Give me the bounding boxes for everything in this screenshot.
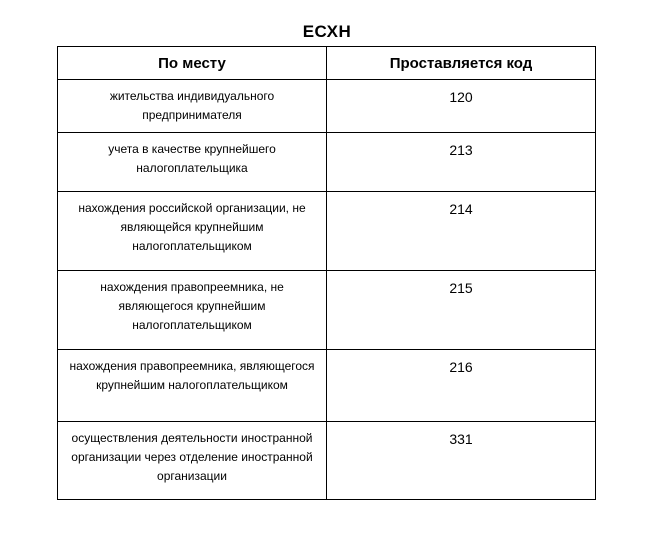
place-cell: осуществления деятельности иностранной организации через отделение иностранной организации (58, 422, 327, 500)
table-row (58, 271, 596, 350)
page-title: ЕСХН (302, 22, 352, 41)
column-header-place: По месту (58, 47, 327, 80)
code-cell: 331 (327, 422, 596, 500)
place-cell: жительства индивидуального предпринимателя (58, 80, 327, 133)
table-row (58, 192, 596, 271)
table-row (58, 350, 596, 422)
table-row (58, 133, 596, 192)
codes-table (57, 46, 596, 500)
table-row (58, 422, 596, 500)
place-cell: нахождения российской организации, не являющейся крупнейшим налогоплательщиком (58, 192, 327, 271)
table-header-row (58, 47, 596, 80)
code-cell: 214 (327, 192, 596, 271)
code-cell: 120 (327, 80, 596, 133)
table-row (58, 80, 596, 133)
place-cell: нахождения правопреемника, являющегося крупнейшим налогоплательщиком (58, 350, 327, 422)
place-cell: нахождения правопреемника, не являющегося крупнейшим налогоплательщиком (58, 271, 327, 350)
code-cell: 213 (327, 133, 596, 192)
place-cell: учета в качестве крупнейшего налогоплательщика (58, 133, 327, 192)
column-header-code: Проставляется код (327, 47, 596, 80)
code-cell: 216 (327, 350, 596, 422)
code-cell: 215 (327, 271, 596, 350)
